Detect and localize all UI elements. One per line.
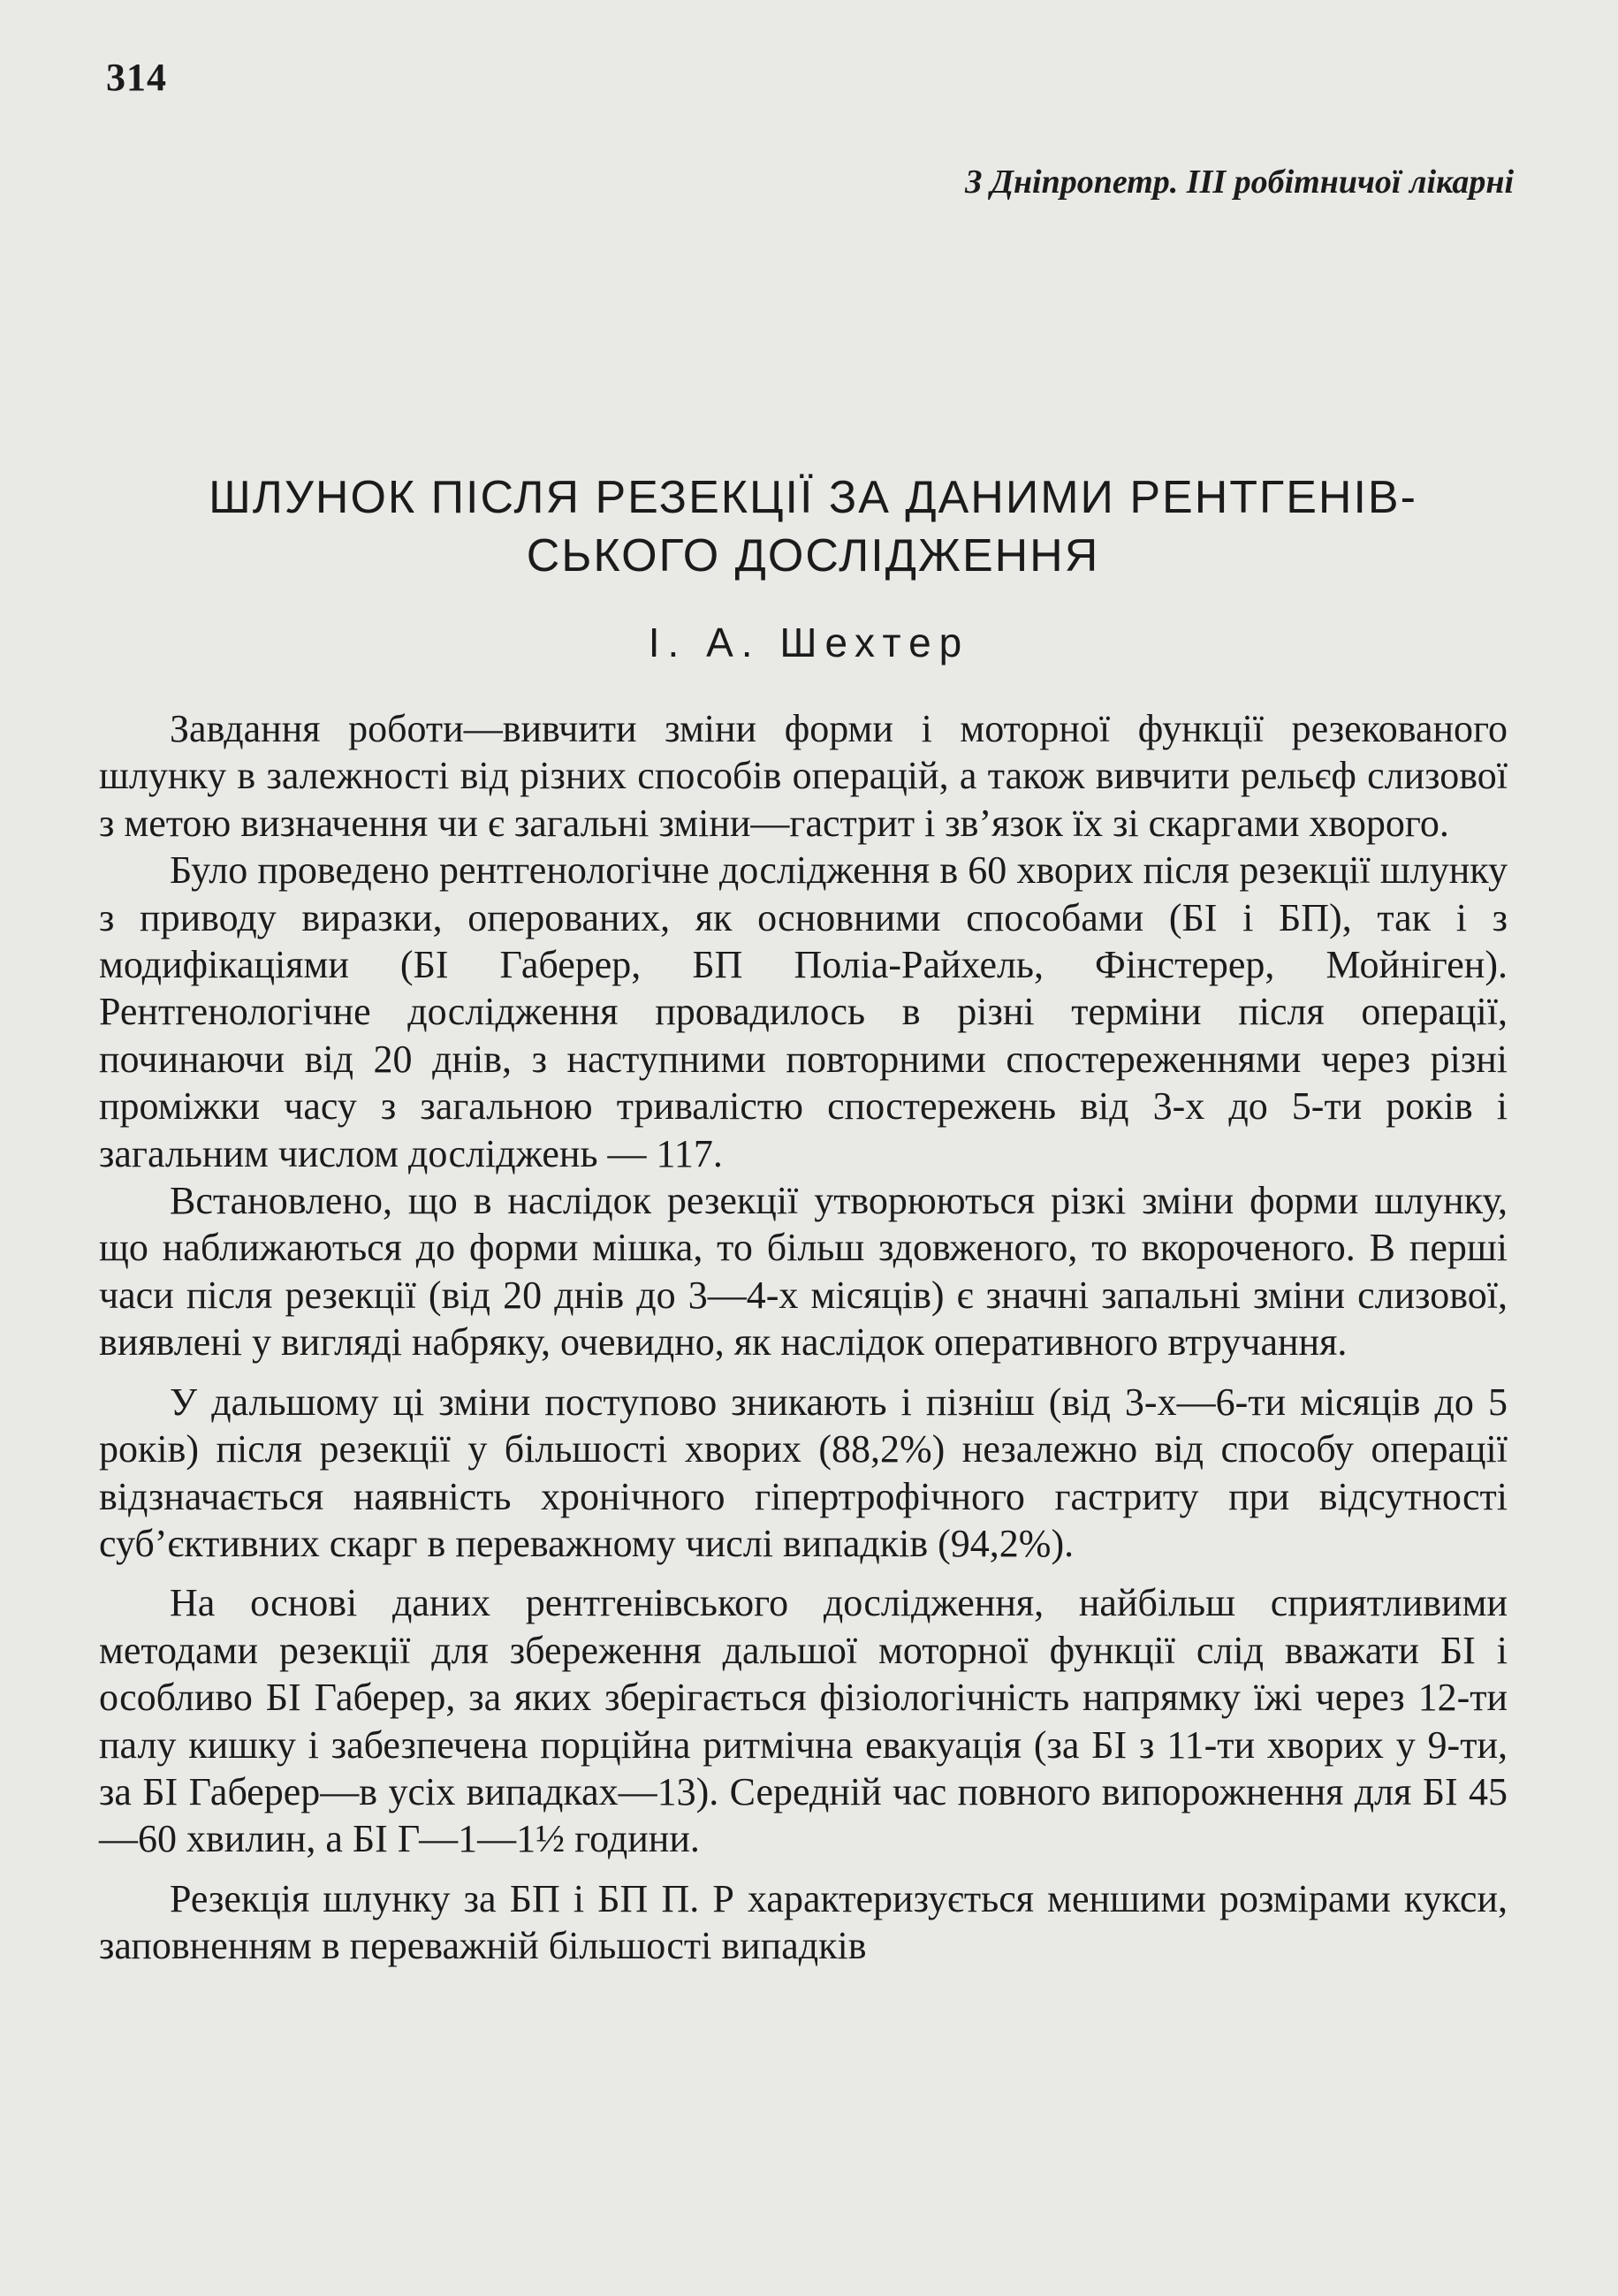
- author-name: І. А. Шехтер: [648, 620, 970, 665]
- article-body: [99, 705, 1508, 1970]
- paragraph-5: На основі даних рентгенівського дослідження, найбільш сприятливими методами резекції для збереження дальшої моторної функції слід вважати БІ і особливо БІ Габерер, за яких зберігається фізіологічність напрямку їжі через 12-ти палу кишку і забезпечена порційна ритмічна евакуація (за БІ з 11-ти хворих у 9-ти, за БІ Габерер—в усіх випадках—13). Середній час повного випорожнення для БІ 45—60 хвилин, а БІ Г—1—1½ години.: [99, 1581, 1508, 1861]
- page-number: 314: [106, 56, 167, 99]
- paragraph-2: Було проведено рентгенологічне дослідження в 60 хворих після резекції шлунку з приводу виразки, оперованих, як основними способами (БІ і БП), так і з модифікаціями (БІ Габерер, БП Поліа-Райхель, Фінстерер, Мойніген). Рентгенологічне дослідження провадилось в різні терміни після операції, починаючи від 20 днів, з наступними повторними спостереженнями через різні проміжки часу з загальною тривалістю спостережень від 3-х до 5-ти років і загальним числом досліджень — 117.: [99, 848, 1508, 1175]
- paragraph-1: Завдання роботи—вивчити зміни форми і моторної функції резекованого шлунку в залежності від різних способів операцій, а також вивчити рельєф слизової з метою визначення чи є загальні зміни—гастрит і зв’язок їх зі скаргами хворого.: [99, 707, 1508, 845]
- affiliation-line: З Дніпропетр. III робітничої лікарні: [965, 163, 1514, 201]
- title-line-1: ШЛУНОК ПІСЛЯ РЕЗЕКЦІЇ ЗА ДАНИМИ РЕНТГЕНІВ-: [209, 472, 1417, 523]
- paragraph-6: Резекція шлунку за БП і БП П. Р характеризується меншими розмірами кукси, заповненням в переважній більшості випадків: [99, 1876, 1508, 1968]
- paragraph-4: У дальшому ці зміни поступово зникають і пізніш (від 3-х—6-ти місяців до 5 років) після резекції у більшості хворих (88,2%) незалежно від способу операції відзначається наявність хронічного гіпертрофічного гастриту при відсутності суб’єктивних скарг в переважному числі випадків (94,2%).: [99, 1380, 1508, 1565]
- paragraph-3: Встановлено, що в наслідок резекції утворюються різкі зміни форми шлунку, що наближаються до форми мішка, то більш здовженого, то вкороченого. В перші часи після резекції (від 20 днів до 3—4-х місяців) є значні запальні зміни слизової, виявлені у вигляді набряку, очевидно, як наслідок оперативного втручання.: [99, 1179, 1508, 1365]
- article-title: [159, 468, 1467, 585]
- title-line-2: СЬКОГО ДОСЛІДЖЕННЯ: [526, 530, 1100, 582]
